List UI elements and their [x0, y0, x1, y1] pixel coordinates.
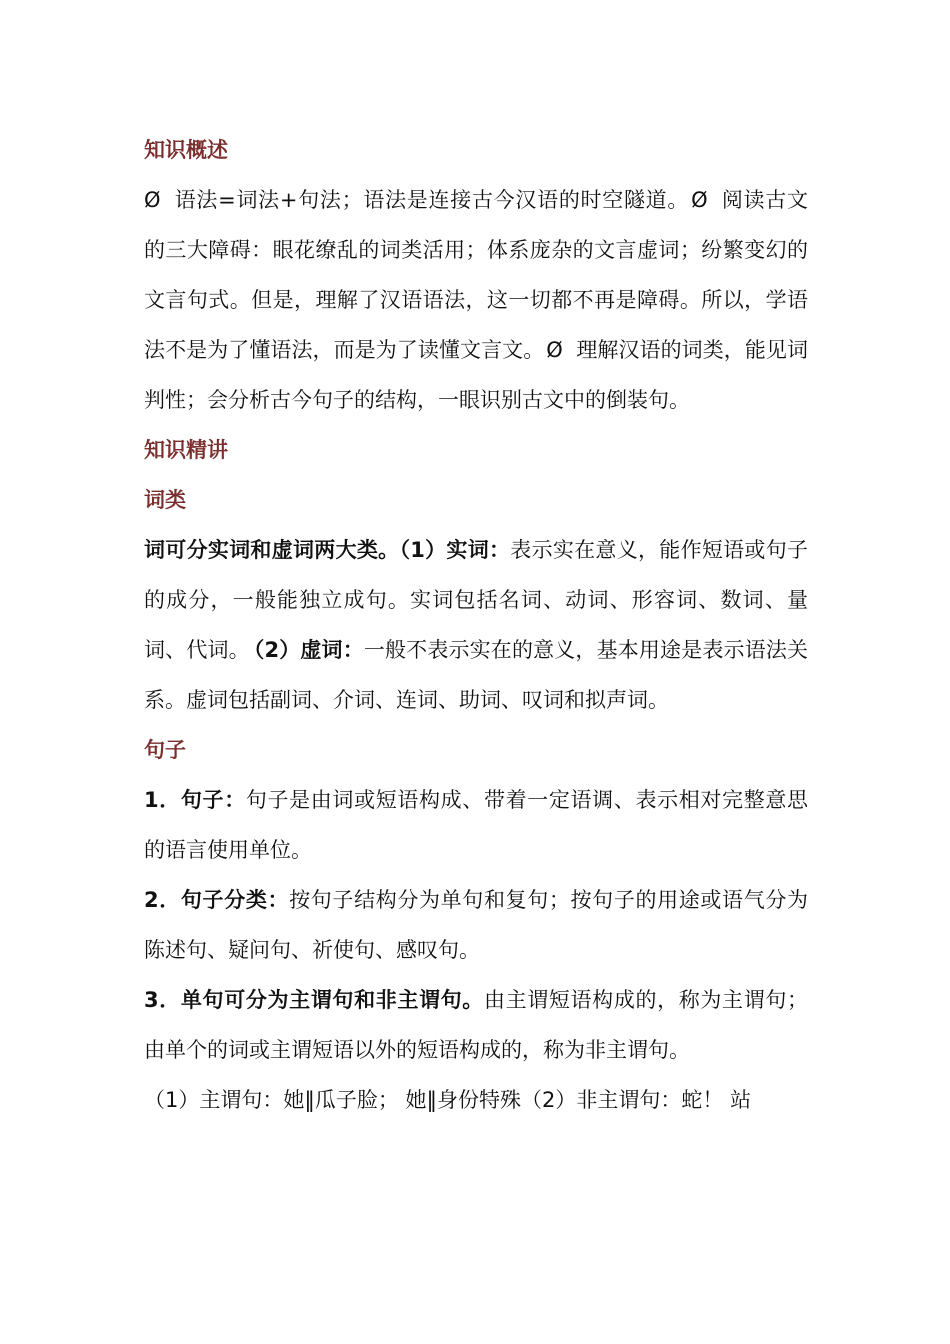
- sentence-item-1-text: 句子是由词或短语构成、带着一定语调、表示相对完整意思的语言使用单位。: [144, 788, 808, 862]
- heading-word-class: 词类: [144, 488, 186, 512]
- xuci-label: （2）虚词：: [253, 638, 364, 662]
- sentence-item-2-label: 2．句子分类：: [144, 888, 290, 912]
- bullet-symbol: Ø: [546, 338, 563, 362]
- heading-overview: 知识概述: [144, 138, 228, 162]
- word-class-paragraph: [144, 525, 808, 725]
- heading-detail: 知识精讲: [144, 438, 228, 462]
- overview-paragraph: [144, 175, 808, 425]
- sentence-item-1-label: 1．句子：: [144, 788, 246, 812]
- sentence-item-2-text: 按句子结构分为单句和复句；按句子的用途或语气分为陈述句、疑问句、祈使句、感叹句。: [144, 888, 808, 962]
- shici-label: （1）实词：: [399, 538, 511, 562]
- sentence-item-3: [144, 975, 808, 1075]
- sentence-item-3-text: 由主谓短语构成的，称为主谓句；由单个的词或主谓短语以外的短语构成的，称为非主谓句。: [144, 988, 808, 1062]
- word-class-lead: 词可分实词和虚词两大类。: [144, 538, 400, 562]
- bullet-symbol: Ø: [144, 188, 161, 212]
- sentence-item-2: [144, 875, 808, 975]
- shici-text: 表示实在意义，能作短语或句子的成分，一般能独立成句。实词包括名词、动词、形容词、数词、量词、代词。: [144, 538, 809, 662]
- bullet-text-3: 理解汉语的词类，能见词判性；会分析古今句子的结构，一眼识别古文中的倒装句。: [144, 338, 808, 412]
- sentence-item-1: [144, 775, 808, 875]
- xuci-text: 一般不表示实在的意义，基本用途是表示语法关系。虚词包括副词、介词、连词、助词、叹词和拟声词。: [144, 638, 809, 712]
- bullet-text-2: 阅读古文的三大障碍：眼花缭乱的词类活用；体系庞杂的文言虚词；纷繁变幻的文言句式。但是，理解了汉语语法，这一切都不再是障碍。所以，学语法不是为了懂语法，而是为了读懂文言文。: [144, 188, 808, 362]
- document-page: [144, 125, 808, 1125]
- heading-sentence: 句子: [144, 738, 186, 762]
- bullet-symbol: Ø: [691, 188, 708, 212]
- sentence-item-3-label: 3．单句可分为主谓句和非主谓句。: [144, 988, 484, 1012]
- bullet-text-1: 语法=词法+句法；语法是连接古今汉语的时空隧道。: [174, 188, 690, 212]
- sentence-example: （1）主谓句：她‖瓜子脸； 她‖身份特殊（2）非主谓句：蛇！ 站: [144, 1088, 752, 1112]
